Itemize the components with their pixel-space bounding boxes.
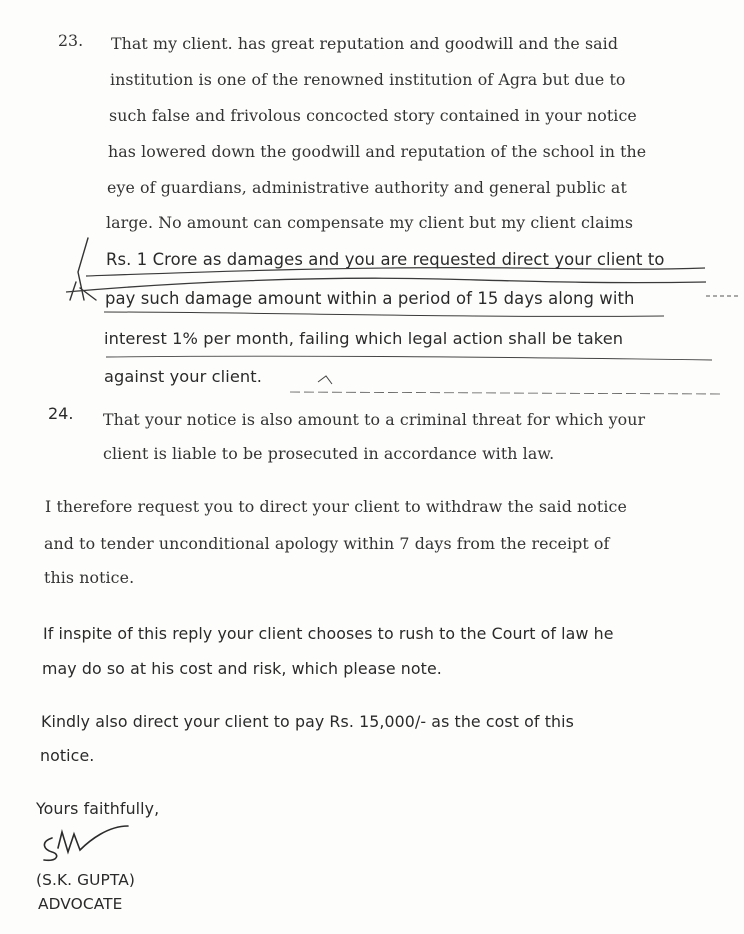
underline-stroke-1	[86, 268, 705, 276]
underline-stroke-4	[106, 356, 712, 360]
request-line-3: this notice.	[44, 568, 135, 587]
p24-line-2: client is liable to be prosecuted in accordance with law.	[103, 444, 555, 463]
p23-line-4: has lowered down the goodwill and reputation of the school in the	[108, 142, 647, 161]
request-line-1: I therefore request you to direct your client to withdraw the said notice	[45, 497, 627, 516]
paragraph-24-number: 24.	[48, 404, 74, 423]
salutation: Yours faithfully,	[36, 799, 160, 818]
p23-line-6: large. No amount can compensate my client but my client claims	[106, 213, 634, 232]
p23-line-9: interest 1% per month, failing which legal action shall be taken	[104, 329, 624, 348]
paragraph-23-number: 23.	[58, 31, 84, 50]
cost-line-2: notice.	[40, 746, 95, 765]
p23-line-10: against your client.	[104, 367, 262, 386]
p23-line-8: pay such damage amount within a period of 15 days along with	[105, 289, 635, 308]
request-line-2: and to tender unconditional apology within 7 days from the receipt of	[44, 534, 610, 553]
advocate-name: (S.K. GUPTA)	[36, 871, 135, 889]
cost-line-1: Kindly also direct your client to pay Rs. 15,000/- as the cost of this	[41, 712, 574, 731]
p24-line-1: That your notice is also amount to a criminal threat for which your	[103, 410, 646, 429]
caret-mark	[318, 376, 332, 384]
underline-stroke-3	[104, 312, 664, 316]
underline-stroke-5	[290, 392, 720, 394]
p23-line-2: institution is one of the renowned institution of Agra but due to	[110, 70, 626, 89]
p23-line-5: eye of guardians, administrative authority and general public at	[107, 178, 627, 197]
advocate-title: ADVOCATE	[38, 895, 123, 913]
handwritten-signature	[44, 826, 128, 860]
p23-line-3: such false and frivolous concocted story contained in your notice	[109, 106, 637, 125]
court-line-1: If inspite of this reply your client chooses to rush to the Court of law he	[43, 624, 614, 643]
underline-stroke-2	[66, 278, 706, 292]
p23-line-1: That my client. has great reputation and goodwill and the said	[111, 34, 619, 53]
p23-line-7: Rs. 1 Crore as damages and you are requested direct your client to	[106, 250, 665, 269]
court-line-2: may do so at his cost and risk, which please note.	[42, 659, 442, 678]
